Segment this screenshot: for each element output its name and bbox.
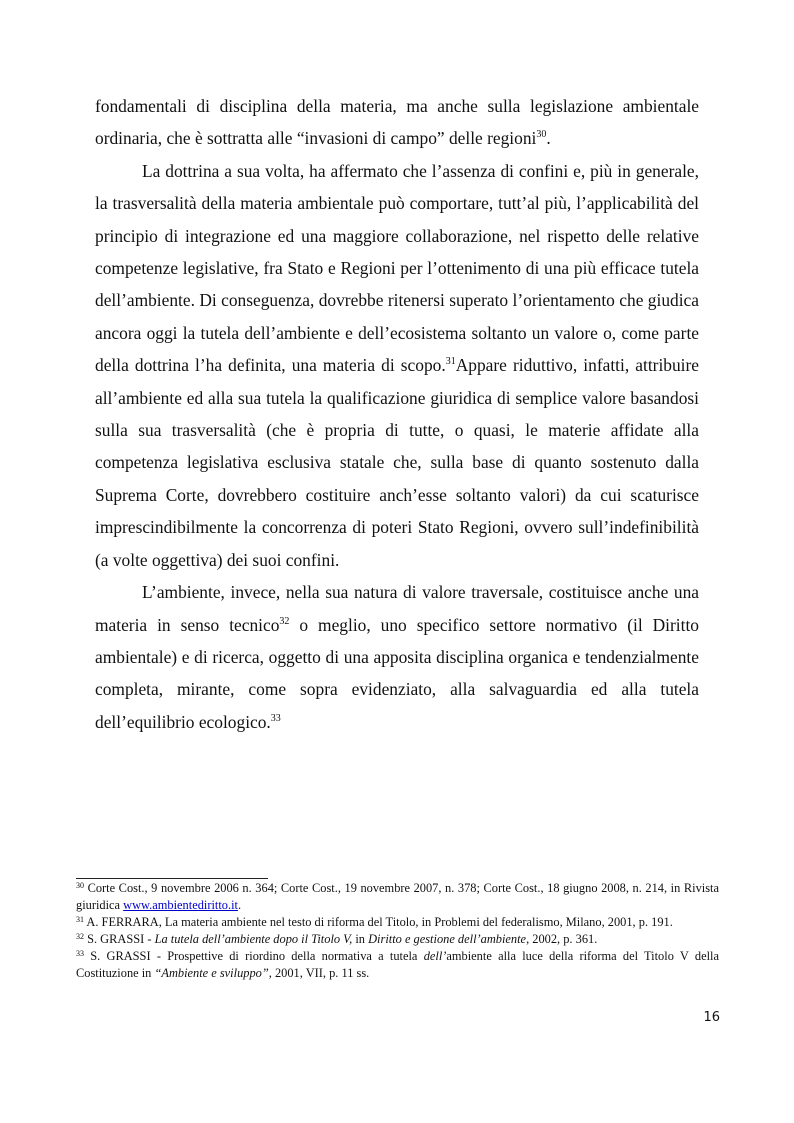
footnote-ref-32[interactable]: 32 <box>279 615 290 627</box>
footnote-text: ambiente alla luce della riforma del Titolo V della Costituzione in <box>76 949 719 980</box>
paragraph-text: o meglio, uno specifico settore normativo (il Diritto ambientale) e di ricerca, oggetto di una apposita disciplina organica e tendenzialmente completa, mirante, come sopra evidenziato, alla salvaguardia ed alla tutela dell’equilibrio ecologico. <box>95 614 699 732</box>
footnote-source: Diritto e gestione dell’ambiente <box>368 932 527 946</box>
footnote-emphasis: dell’ <box>423 949 447 963</box>
footnote-31 <box>76 914 719 931</box>
footnotes <box>76 880 719 982</box>
footnote-text: A. FERRARA, La materia ambiente nel testo di riforma del Titolo, in Problemi del federalismo, Milano, 2001, p. 191. <box>84 915 673 929</box>
paragraph-3 <box>95 576 699 738</box>
footnote-text: , 2002, p. 361. <box>526 932 598 946</box>
footnote-text: . <box>237 898 242 912</box>
paragraph-1 <box>95 90 699 155</box>
footnote-source: “Ambiente e sviluppo”, <box>154 966 272 980</box>
footnote-33 <box>76 948 719 982</box>
footnote-link[interactable]: www.ambientediritto.it <box>123 898 238 912</box>
footnote-ref-33[interactable]: 33 <box>270 712 281 724</box>
footnote-title: La tutela dell’ambiente dopo il Titolo V, <box>154 932 353 946</box>
footnote-number: 32 <box>76 932 84 941</box>
paragraph-text: fondamentali di disciplina della materia, ma anche sulla legislazione ambientale ordinaria, che è sottratta alle “invasioni di campo” delle regioni <box>95 96 699 149</box>
footnote-30 <box>76 880 719 914</box>
footnote-number: 33 <box>76 949 84 958</box>
footnote-32 <box>76 931 719 948</box>
footnote-text: S. GRASSI - Prospettive di riordino della normativa a tutela <box>84 949 424 963</box>
paragraph-text: Appare riduttivo, infatti, attribuire all’ambiente ed alla sua tutela la qualificazione giuridica di semplice valore basandosi sulla sua trasversalità (che è propria di tutte, o quasi, le materie affidate alla competenza legislativa esclusiva statale che, sulla base di quanto sostenuto dalla Suprema Corte, dovrebbero costituire anch’esse soltanto valori) da cui scaturisce imprescindibilmente la concorrenza di poteri Stato Regioni, ovvero sull’indefinibilità (a volte oggettiva) dei suoi confini. <box>95 355 700 570</box>
footnote-number: 30 <box>76 881 84 890</box>
paragraph-text: . <box>546 128 551 149</box>
footnote-text: 2001, VII, p. 11 ss. <box>271 966 370 980</box>
paragraph-text: La dottrina a sua volta, ha affermato che l’assenza di confini e, più in generale, la trasversalità della materia ambientale può comportare, tutt’al più, l’applicabilità del principio di integrazione ed una maggiore collaborazione, nel rispetto delle relative competenze legislative, fra Stato e Regioni per l’ottenimento di una più efficace tutela dell’ambiente. Di conseguenza, dovrebbe ritenersi superato l’orientamento che giudica ancora oggi la tutela dell’ambiente e dell’ecosistema soltanto un valore o, come parte della dottrina l’ha definita, una materia di scopo. <box>95 160 699 376</box>
body-text <box>95 90 699 738</box>
footnote-number: 31 <box>76 915 84 924</box>
footnote-text: Corte Cost., 9 novembre 2006 n. 364; Corte Cost., 19 novembre 2007, n. 378; Corte Cost., 18 giugno 2008, n. 214, in Rivista giuridica <box>76 881 719 912</box>
footnote-text: in <box>352 932 369 946</box>
paragraph-2 <box>95 155 699 576</box>
footnote-separator <box>76 878 268 879</box>
paragraph-text: L’ambiente, invece, nella sua natura di valore traversale, costituisce anche una materia in senso tecnico <box>95 582 699 635</box>
page-number: 16 <box>703 1010 720 1025</box>
footnote-ref-31[interactable]: 31 <box>445 356 456 368</box>
footnote-ref-30[interactable]: 30 <box>536 129 547 141</box>
footnote-author: S. GRASSI - <box>84 932 155 946</box>
